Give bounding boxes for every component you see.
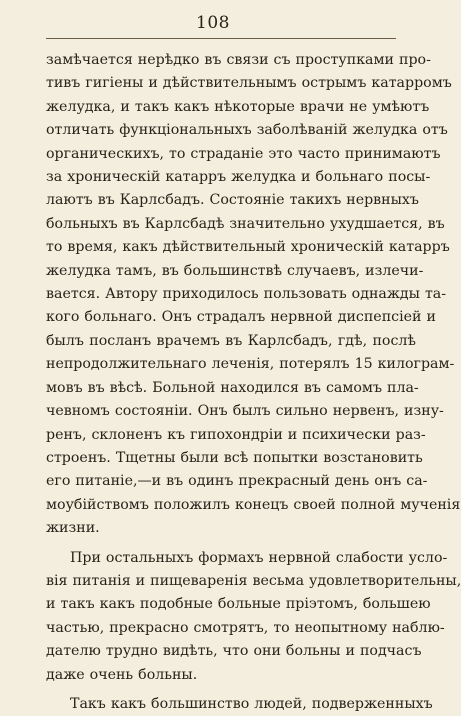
text-line: желудка тамъ, въ большинствѣ случаевъ, излечи- xyxy=(46,262,424,279)
header-rule xyxy=(46,38,396,39)
text-line: кого больнаго. Онъ страдалъ нервной диспепсіей и xyxy=(46,309,436,326)
text-line: строенъ. Тщетны были всѣ попытки возстановить xyxy=(46,449,423,466)
text-line: и такъ какъ подобные больные пріэтомъ, большею xyxy=(46,596,431,613)
text-line: органическихъ, то страданіе это часто принимаютъ xyxy=(46,145,441,162)
paragraph xyxy=(46,49,461,541)
text-line: Такъ какъ большинство людей, подверженныхъ xyxy=(70,695,433,712)
text-line: былъ посланъ врачемъ въ Карлсбадъ, гдѣ, послѣ xyxy=(46,332,416,349)
text-line: даже очень больны. xyxy=(46,666,198,683)
text-line: желудка, и такъ какъ нѣкоторые врачи не умѣютъ xyxy=(46,98,430,115)
text-line: вается. Автору приходилось пользовать однажды та- xyxy=(46,286,447,303)
body-text xyxy=(46,49,461,716)
text-line: При остальныхъ формахъ нервной слабости усло- xyxy=(70,549,448,566)
text-line: его питаніе,—и въ одинъ прекрасный день онъ са- xyxy=(46,473,428,490)
text-line: жизни. xyxy=(46,520,100,537)
text-line: отличать функціональныхъ заболѣваній желудка отъ xyxy=(46,122,448,139)
text-line: моубійствомъ положилъ конецъ своей полной мученія xyxy=(46,496,461,513)
paragraph xyxy=(46,693,433,716)
text-line: чевномъ состояніи. Онъ былъ сильно нервенъ, изну- xyxy=(46,403,444,420)
text-line: дателю трудно видѣть, что они больны и подчасъ xyxy=(46,643,422,660)
text-line: мовъ въ вѣсѣ. Больной находился въ самомъ пла- xyxy=(46,379,419,396)
text-line: больныхъ въ Карлсбадѣ значительно ухудшается, въ xyxy=(46,215,445,232)
text-line: замѣчается нерѣдко въ связи съ проступками про- xyxy=(46,52,431,68)
text-line: за хроническій катарръ желудка и больнаго посы- xyxy=(46,169,431,186)
text-line: тивъ гигіены и дѣйствительнымъ острымъ катарромъ xyxy=(46,75,452,92)
text-line: ренъ, склоненъ къ гипохондріи и психически раз- xyxy=(46,426,426,443)
text-line: частью, прекрасно смотрятъ, то неопытному наблю- xyxy=(46,619,445,636)
text-line: вія питанія и пищеваренія весьма удовлетворительны, xyxy=(46,572,461,589)
paragraph xyxy=(46,547,461,687)
text-line: то время, какъ дѣйствительный хроническій катарръ xyxy=(46,239,450,256)
page-number: 108 xyxy=(196,13,230,33)
text-line: лаютъ въ Карлсбадъ. Состояніе такихъ нервныхъ xyxy=(46,192,419,209)
text-line: непродолжительнаго леченія, потерялъ 15 килограм- xyxy=(46,356,455,373)
